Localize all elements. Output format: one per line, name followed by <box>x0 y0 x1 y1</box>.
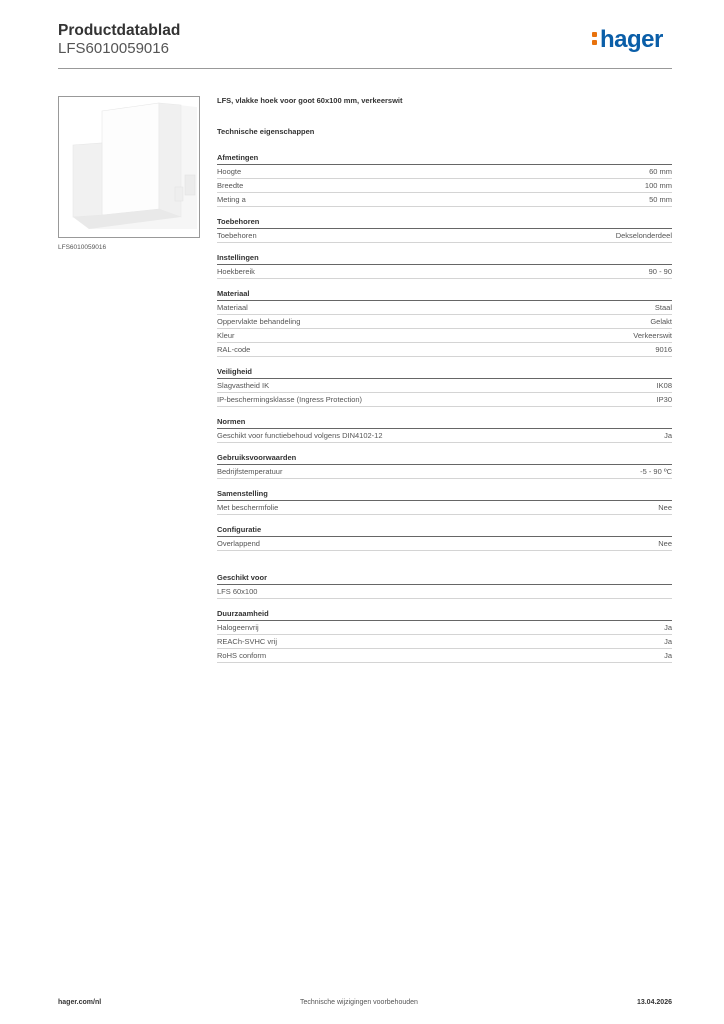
spec-label: Toebehoren <box>217 231 257 240</box>
spec-row <box>217 329 672 343</box>
spec-row <box>217 343 672 357</box>
section-title: Afmetingen <box>217 153 672 165</box>
spec-label: Hoekbereik <box>217 267 255 276</box>
section-title: Samenstelling <box>217 489 672 501</box>
spec-label: Materiaal <box>217 303 248 312</box>
section-title: Instellingen <box>217 253 672 265</box>
spec-content <box>217 96 672 673</box>
spec-row <box>217 179 672 193</box>
spec-value: Ja <box>664 637 672 646</box>
spec-value: Verkeerswit <box>633 331 672 340</box>
section-title: Configuratie <box>217 525 672 537</box>
flat-angle-icon <box>59 97 199 237</box>
spec-sections <box>217 153 672 663</box>
spec-label: Bedrijfstemperatuur <box>217 467 283 476</box>
spec-value: Ja <box>664 623 672 632</box>
spec-label: IP-beschermingsklasse (Ingress Protection) <box>217 395 363 404</box>
spec-label: Halogeenvrij <box>217 623 259 632</box>
footer-date: 13.04.2026 <box>636 999 672 1006</box>
spec-section <box>217 525 672 551</box>
spec-row <box>217 165 672 179</box>
spec-value: 9016 <box>655 345 672 354</box>
spec-value: Dekselonderdeel <box>615 231 672 240</box>
spec-value: Nee <box>658 539 672 548</box>
spec-section <box>217 453 672 479</box>
spec-label: Kleur <box>217 331 235 340</box>
spec-label: Meting a <box>217 195 246 204</box>
section-title: Gebruiksvoorwaarden <box>217 453 672 465</box>
spec-section <box>217 609 672 663</box>
spec-row <box>217 429 672 443</box>
spec-label: RAL-code <box>217 345 251 354</box>
spec-value: Staal <box>654 303 672 312</box>
spec-section <box>217 217 672 243</box>
logo-text: hager <box>600 26 663 53</box>
spec-value: IK08 <box>656 381 672 390</box>
spec-row <box>217 621 672 635</box>
spec-label: LFS 60x100 <box>217 587 258 596</box>
spec-value: Ja <box>664 651 672 660</box>
header-divider <box>58 68 672 69</box>
spec-row <box>217 585 672 599</box>
spec-row <box>217 301 672 315</box>
product-image <box>58 96 200 238</box>
spec-label: Overlappend <box>217 539 260 548</box>
page-title: Productdatablad <box>58 22 181 39</box>
product-description: LFS, vlakke hoek voor goot 60x100 mm, verkeerswit <box>217 96 403 105</box>
spec-section <box>217 153 672 207</box>
spec-section <box>217 367 672 407</box>
spec-row <box>217 315 672 329</box>
section-title: Duurzaamheid <box>217 609 672 621</box>
spec-row <box>217 465 672 479</box>
footer-notice: Technische wijzigingen voorbehouden <box>300 999 418 1006</box>
spec-label: Oppervlakte behandeling <box>217 317 301 326</box>
spec-row <box>217 501 672 515</box>
spec-value: 50 mm <box>649 195 672 204</box>
spec-value: 60 mm <box>649 167 672 176</box>
logo-dots-icon <box>592 30 597 46</box>
spec-label: Slagvastheid IK <box>217 381 270 390</box>
image-caption: LFS6010059016 <box>58 244 107 251</box>
spec-value: 100 mm <box>644 181 672 190</box>
section-title: Toebehoren <box>217 217 672 229</box>
product-code: LFS6010059016 <box>58 40 169 57</box>
spec-value: 90 - 90 <box>648 267 672 276</box>
spec-row <box>217 537 672 551</box>
section-title: Normen <box>217 417 672 429</box>
spec-value: Gelakt <box>650 317 672 326</box>
spec-label: Breedte <box>217 181 244 190</box>
hager-logo <box>592 28 663 52</box>
spec-section <box>217 417 672 443</box>
spec-section <box>217 489 672 515</box>
spec-label: Geschikt voor functiebehoud volgens DIN4102-12 <box>217 431 383 440</box>
spec-row <box>217 393 672 407</box>
spec-value: Ja <box>664 431 672 440</box>
spec-value: Nee <box>658 503 672 512</box>
technical-heading: Technische eigenschappen <box>217 127 315 136</box>
spec-value: -5 - 90 ºC <box>640 467 672 476</box>
spec-row <box>217 193 672 207</box>
spec-value: IP30 <box>656 395 672 404</box>
spec-row <box>217 379 672 393</box>
section-title: Veiligheid <box>217 367 672 379</box>
spec-label: RoHS conform <box>217 651 267 660</box>
spec-row <box>217 229 672 243</box>
spec-label: REACh-SVHC vrij <box>217 637 278 646</box>
spec-label: Met beschermfolie <box>217 503 279 512</box>
section-title: Materiaal <box>217 289 672 301</box>
spec-row <box>217 635 672 649</box>
spec-row <box>217 649 672 663</box>
spec-label: Hoogte <box>217 167 242 176</box>
spec-section <box>217 253 672 279</box>
spec-section <box>217 573 672 599</box>
spec-section <box>217 289 672 357</box>
footer-website: hager.com/nl <box>58 999 102 1006</box>
section-title: Geschikt voor <box>217 573 672 585</box>
spec-row <box>217 265 672 279</box>
